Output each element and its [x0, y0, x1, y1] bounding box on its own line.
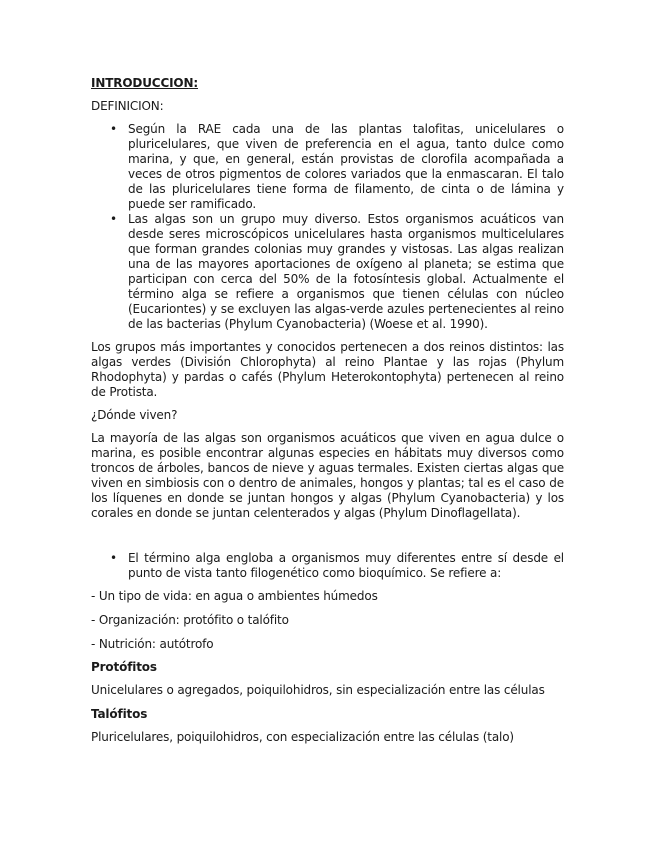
list-item	[91, 122, 564, 212]
bullet-icon: •	[110, 122, 117, 136]
protofitos-text: Unicelulares o agregados, poiquilohidros, sin especialización entre las células	[91, 683, 545, 697]
grupos-paragraph: Los grupos más importantes y conocidos pertenecen a dos reinos distintos: las algas verdes (División Chlorophyta) al reino Plantae y las rojas (Phylum Rhodophyta) y pardas o cafés (Phylum Heterokontophyta) pertenecen al reino de Protista.	[91, 340, 564, 399]
bullet-text: Las algas son un grupo muy diverso. Estos organismos acuáticos van desde seres microscópicos unicelulares hasta organismos multicelulares que forman grandes colonias muy grandes y vistosas. Las algas realizan una de las mayores aportaciones de oxígeno al planeta; se estima que participan con cerca del 50% de la fotosíntesis global. Actualmente el término alga se refiere a organismos que tienen células con núcleo (Eucariontes) y se excluyen las algas-verde azules pertenecientes al reino de las bacterias (Phylum Cyanobacteria) (Woese et al. 1990).	[128, 212, 564, 331]
definicion-bullet-list	[91, 122, 564, 332]
line-tipo-vida: - Un tipo de vida: en agua o ambientes húmedos	[91, 589, 378, 603]
bullet-text: El término alga engloba a organismos muy diferentes entre sí desde el punto de vista tanto filogenético como bioquímico. Se refiere a:	[128, 551, 564, 580]
line-organizacion: - Organización: protófito o talófito	[91, 613, 289, 627]
intro-heading: INTRODUCCION:	[91, 76, 199, 90]
bullet-icon: •	[110, 551, 117, 565]
talofitos-heading: Talófitos	[91, 707, 148, 721]
donde-viven-label: ¿Dónde viven?	[91, 408, 178, 422]
donde-viven-paragraph: La mayoría de las algas son organismos acuáticos que viven en agua dulce o marina, es posible encontrar algunas especies en hábitats muy diversos como troncos de árboles, bancos de nieve y aguas termales. Existen ciertas algas que viven en simbiosis con o dentro de animales, hongos y plantas; tal es el caso de los líquenes en donde se juntan hongos y algas (Phylum Cyanobacteria) y los corales en donde se juntan celenterados y algas (Phylum Dinoflagellata).	[91, 431, 564, 520]
list-item	[91, 212, 564, 332]
engloba-bullet-list	[91, 551, 564, 581]
bullet-text: Según la RAE cada una de las plantas talofitas, unicelulares o pluricelulares, que viven de preferencia en el agua, tanto dulce como marina, y que, en general, están provistas de clorofila acompañada a veces de otros pigmentos de colores variados que la enmascaran. El talo de las pluricelulares tiene forma de filamento, de cinta o de lámina y puede ser ramificado.	[128, 122, 564, 211]
document-body	[91, 76, 564, 745]
protofitos-heading: Protófitos	[91, 660, 157, 674]
bullet-icon: •	[110, 212, 117, 226]
talofitos-text: Pluricelulares, poiquilohidros, con especialización entre las células (talo)	[91, 730, 514, 744]
definicion-label: DEFINICION:	[91, 99, 164, 113]
list-item	[91, 551, 564, 581]
line-nutricion: - Nutrición: autótrofo	[91, 637, 214, 651]
